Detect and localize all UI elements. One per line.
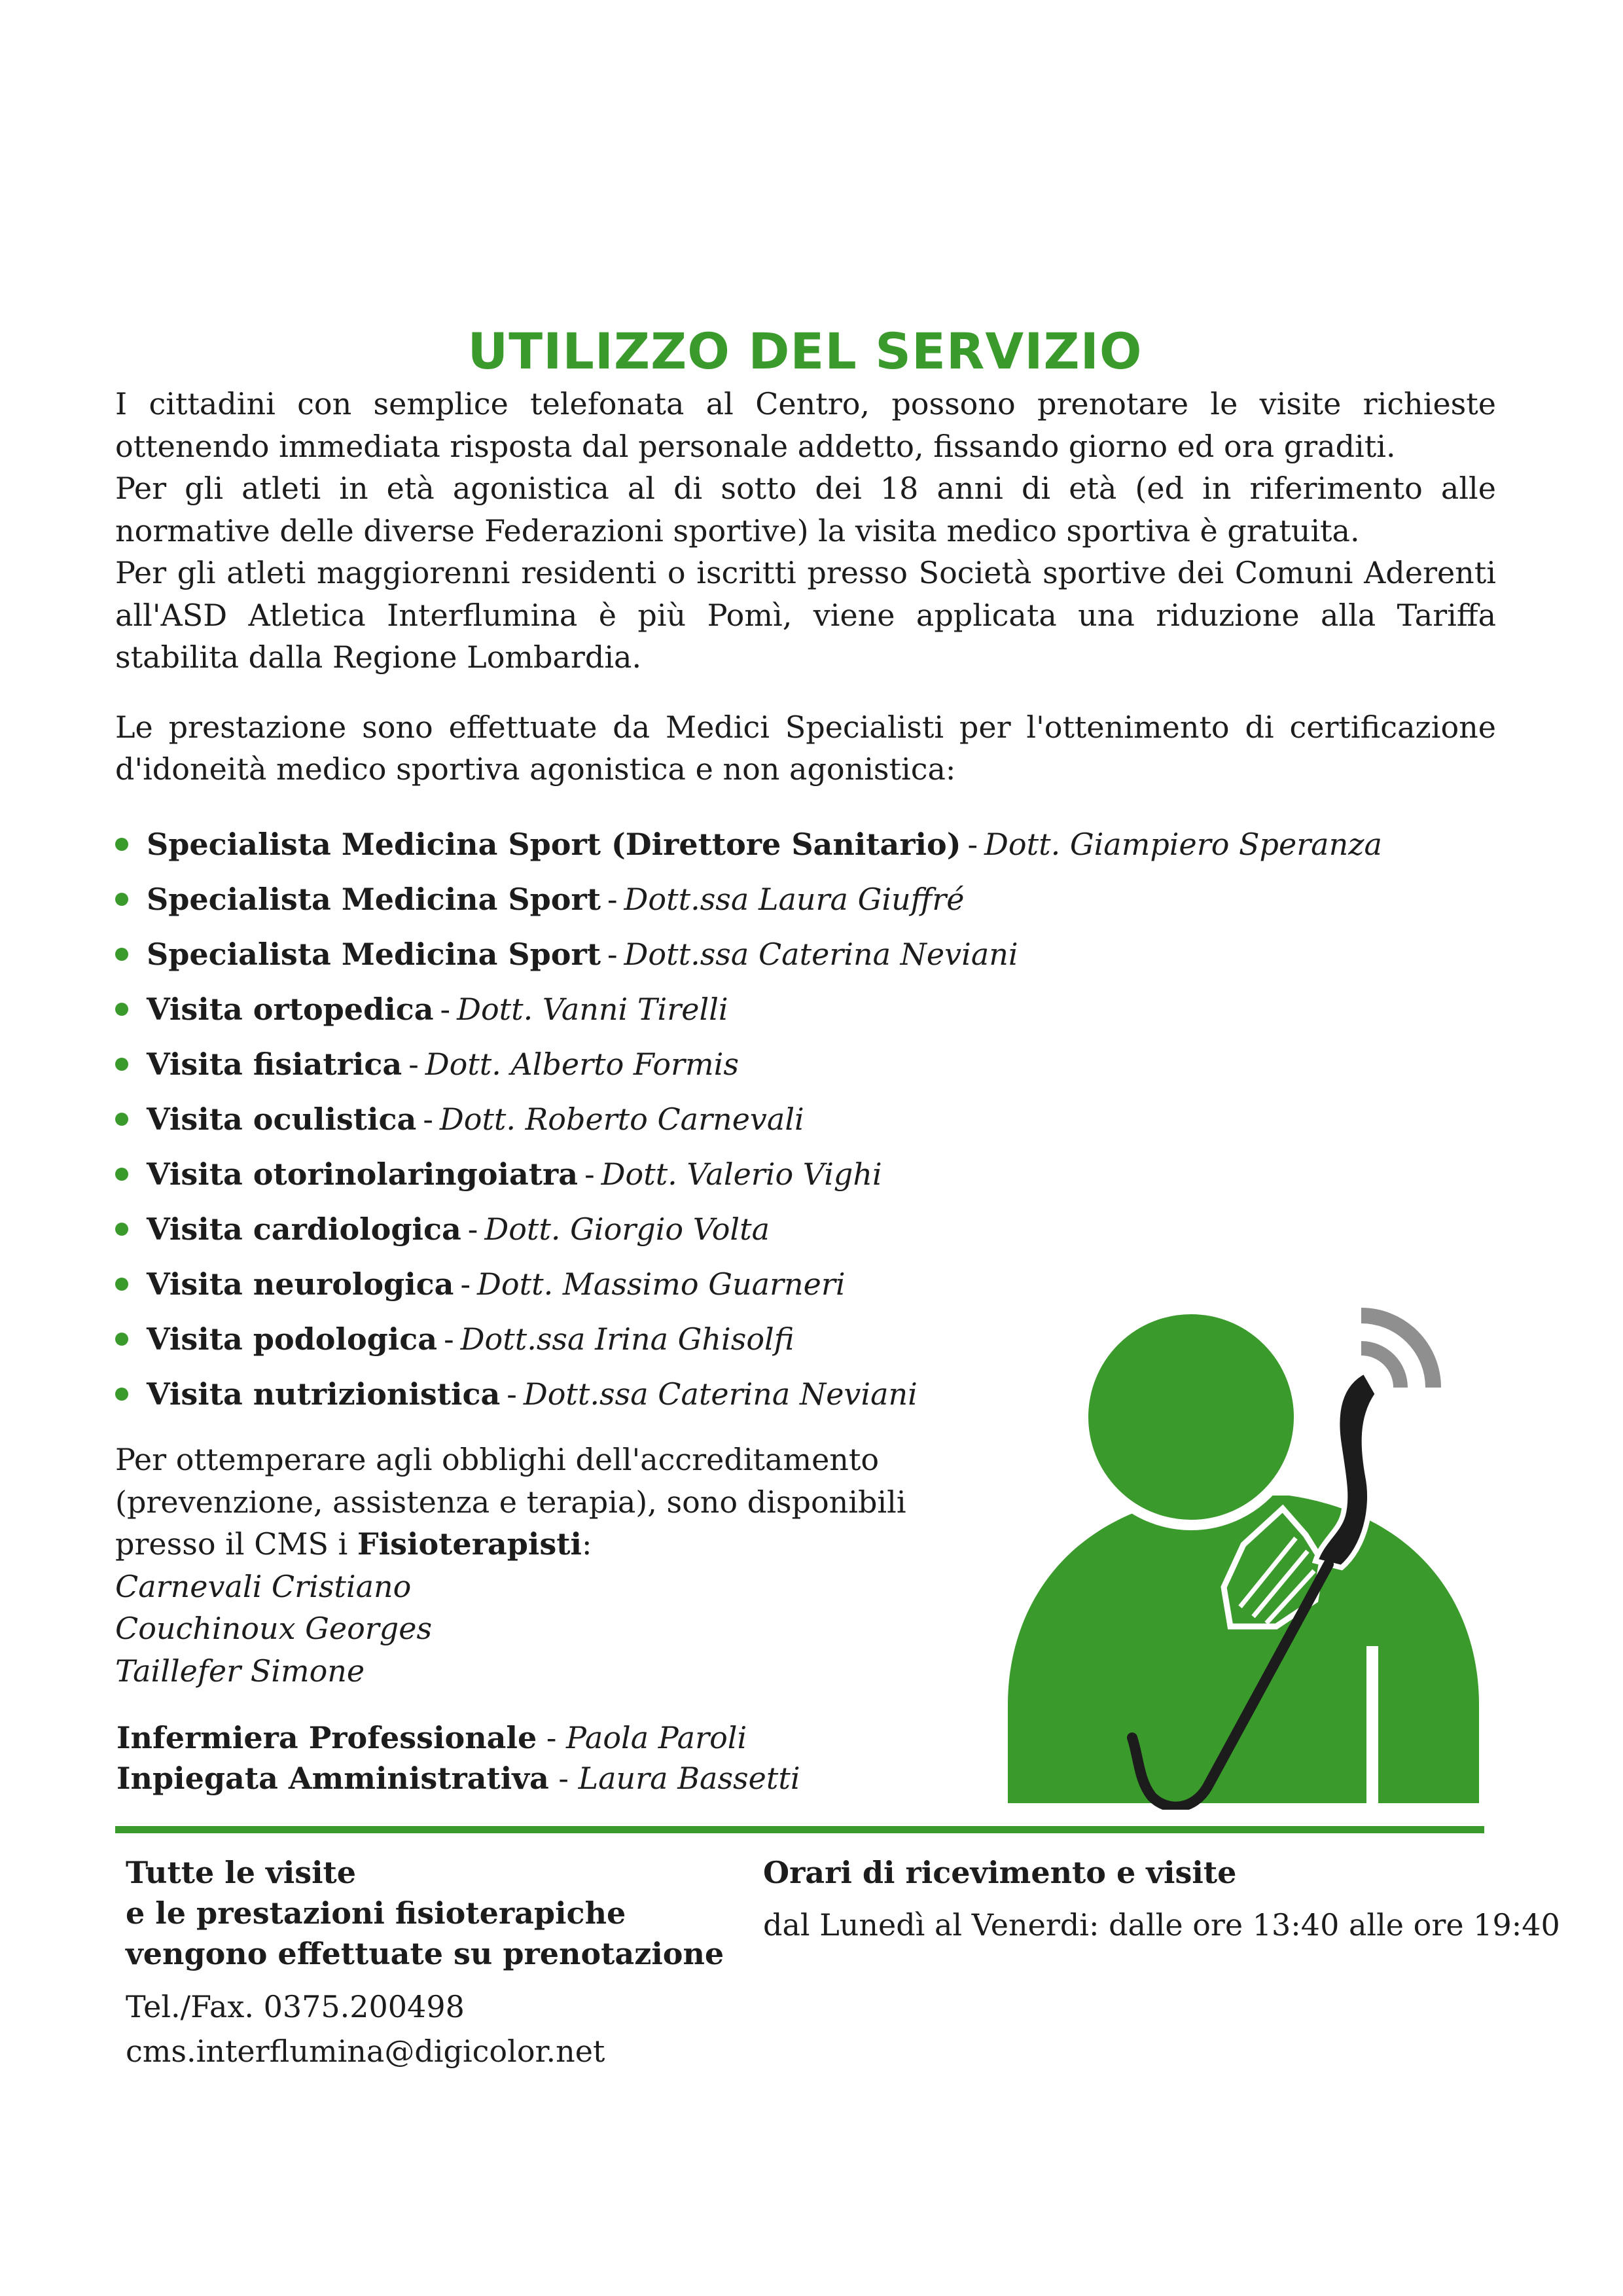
service-doctor: Dott. Massimo Guarneri xyxy=(477,1266,846,1302)
service-item xyxy=(115,927,1424,982)
staff-section xyxy=(116,1717,1033,1799)
service-name: Specialista Medicina Sport xyxy=(147,937,601,972)
service-separator: - xyxy=(444,1321,454,1357)
service-name: Visita otorinolaringoiatra xyxy=(147,1157,579,1192)
staff-name: Laura Bassetti xyxy=(578,1761,800,1796)
physio-text-post: : xyxy=(582,1526,592,1562)
intro-paragraph-booking: I cittadini con semplice telefonata al Centro, possono prenotare le visite richieste ottenendo immediata risposta dal personale addetto, fissando giorno ed ora graditi. xyxy=(115,386,1496,464)
service-doctor: Dott. Valerio Vighi xyxy=(601,1157,882,1192)
bullet-icon xyxy=(115,1113,128,1126)
hours-title: Orari di ricevimento e visite xyxy=(763,1855,1237,1890)
bullet-icon xyxy=(115,948,128,961)
staff-row xyxy=(116,1717,1033,1758)
physiotherapist-name: Carnevali Cristiano xyxy=(115,1568,412,1604)
physiotherapy-section xyxy=(115,1439,1018,1692)
footer-booking xyxy=(126,1852,780,2073)
footer-booking-line: e le prestazioni fisioterapiche xyxy=(126,1895,626,1931)
footer-hours xyxy=(763,1852,1560,1945)
service-item xyxy=(115,817,1424,872)
service-separator: - xyxy=(460,1266,471,1302)
service-separator: - xyxy=(584,1157,595,1192)
service-name: Visita fisiatrica xyxy=(147,1047,402,1082)
service-doctor: Dott. Giorgio Volta xyxy=(484,1211,770,1247)
staff-separator: - xyxy=(546,1720,557,1755)
bullet-icon xyxy=(115,893,128,906)
staff-role: Infermiera Professionale xyxy=(116,1720,537,1755)
service-separator: - xyxy=(967,827,978,862)
service-name: Visita neurologica xyxy=(147,1266,454,1302)
physio-text-line xyxy=(115,1523,1018,1566)
bullet-icon xyxy=(115,1278,128,1291)
physio-title: Fisioterapisti xyxy=(357,1526,582,1562)
service-separator: - xyxy=(507,1376,517,1412)
service-separator: - xyxy=(440,992,451,1027)
intro-paragraph-specialists: Le prestazione sono effettuate da Medici Specialisti per l'ottenimento di certificazione d'idoneità medico sportiva agonistica e non agonistica: xyxy=(115,709,1496,787)
intro-paragraph-adults: Per gli atleti maggiorenni residenti o iscritti presso Società sportive dei Comuni Aderenti all'ASD Atletica Interflumina è più Pomì, viene applicata una riduzione alla Tariffa stabilita dalla Regione Lombardia. xyxy=(115,555,1496,675)
service-separator: - xyxy=(467,1211,478,1247)
service-separator: - xyxy=(408,1047,419,1082)
service-item xyxy=(115,1147,1424,1202)
email-address: cms.interflumina@digicolor.net xyxy=(126,2034,605,2069)
bullet-icon xyxy=(115,1223,128,1236)
service-name: Visita ortopedica xyxy=(147,992,434,1027)
service-item xyxy=(115,982,1424,1037)
bullet-icon xyxy=(115,1168,128,1181)
service-doctor: Dott. Roberto Carnevali xyxy=(439,1102,804,1137)
staff-separator: - xyxy=(558,1761,569,1796)
service-item xyxy=(115,872,1424,927)
physio-text-line: (prevenzione, assistenza e terapia), sono disponibili xyxy=(115,1484,906,1520)
physiotherapist-name: Taillefer Simone xyxy=(115,1653,365,1689)
footer-contact xyxy=(126,1984,780,2073)
service-doctor: Dott. Vanni Tirelli xyxy=(457,992,728,1027)
service-doctor: Dott. Alberto Formis xyxy=(425,1047,739,1082)
footer-booking-line: Tutte le visite xyxy=(126,1855,357,1890)
bullet-icon xyxy=(115,1333,128,1346)
intro-paragraph-under-18: Per gli atleti in età agonistica al di sotto dei 18 anni di età (ed in riferimento alle normative delle diverse Federazioni sportive) la visita medico sportiva è gratuita. xyxy=(115,471,1496,548)
service-name: Visita cardiologica xyxy=(147,1211,461,1247)
service-doctor: Dott. Giampiero Speranza xyxy=(984,827,1382,862)
staff-row xyxy=(116,1758,1033,1799)
page-title: UTILIZZO DEL SERVIZIO xyxy=(467,322,1143,380)
person-on-phone-icon xyxy=(1008,1299,1492,1810)
physio-text-line: Per ottemperare agli obblighi dell'accreditamento xyxy=(115,1442,880,1477)
service-separator: - xyxy=(607,937,618,972)
service-item xyxy=(115,1092,1424,1147)
service-name: Visita nutrizionistica xyxy=(147,1376,501,1412)
service-separator: - xyxy=(423,1102,433,1137)
service-name: Specialista Medicina Sport xyxy=(147,882,601,917)
staff-name: Paola Paroli xyxy=(566,1720,747,1755)
service-name: Visita oculistica xyxy=(147,1102,417,1137)
bullet-icon xyxy=(115,1003,128,1016)
service-separator: - xyxy=(607,882,618,917)
service-doctor: Dott.ssa Caterina Neviani xyxy=(523,1376,918,1412)
service-item xyxy=(115,1202,1424,1257)
bullet-icon xyxy=(115,838,128,851)
service-doctor: Dott.ssa Caterina Neviani xyxy=(624,937,1018,972)
service-item xyxy=(115,1037,1424,1092)
service-doctor: Dott.ssa Laura Giuffré xyxy=(624,882,965,917)
hours-text: dal Lunedì al Venerdi: dalle ore 13:40 alle ore 19:40 xyxy=(763,1907,1560,1943)
service-name: Visita podologica xyxy=(147,1321,438,1357)
service-doctor: Dott.ssa Irina Ghisolfi xyxy=(460,1321,794,1357)
physiotherapist-name: Couchinoux Georges xyxy=(115,1611,433,1646)
footer-booking-line: vengono effettuate su prenotazione xyxy=(126,1936,724,1971)
bullet-icon xyxy=(115,1058,128,1071)
intro-text xyxy=(115,383,1496,791)
phone-number: Tel./Fax. 0375.200498 xyxy=(126,1989,465,2024)
service-name: Specialista Medicina Sport (Direttore Sanitario) xyxy=(147,827,961,862)
staff-role: Inpiegata Amministrativa xyxy=(116,1761,549,1796)
bullet-icon xyxy=(115,1388,128,1401)
footer-divider xyxy=(115,1826,1484,1833)
physio-text-pre: presso il CMS i xyxy=(115,1526,357,1562)
